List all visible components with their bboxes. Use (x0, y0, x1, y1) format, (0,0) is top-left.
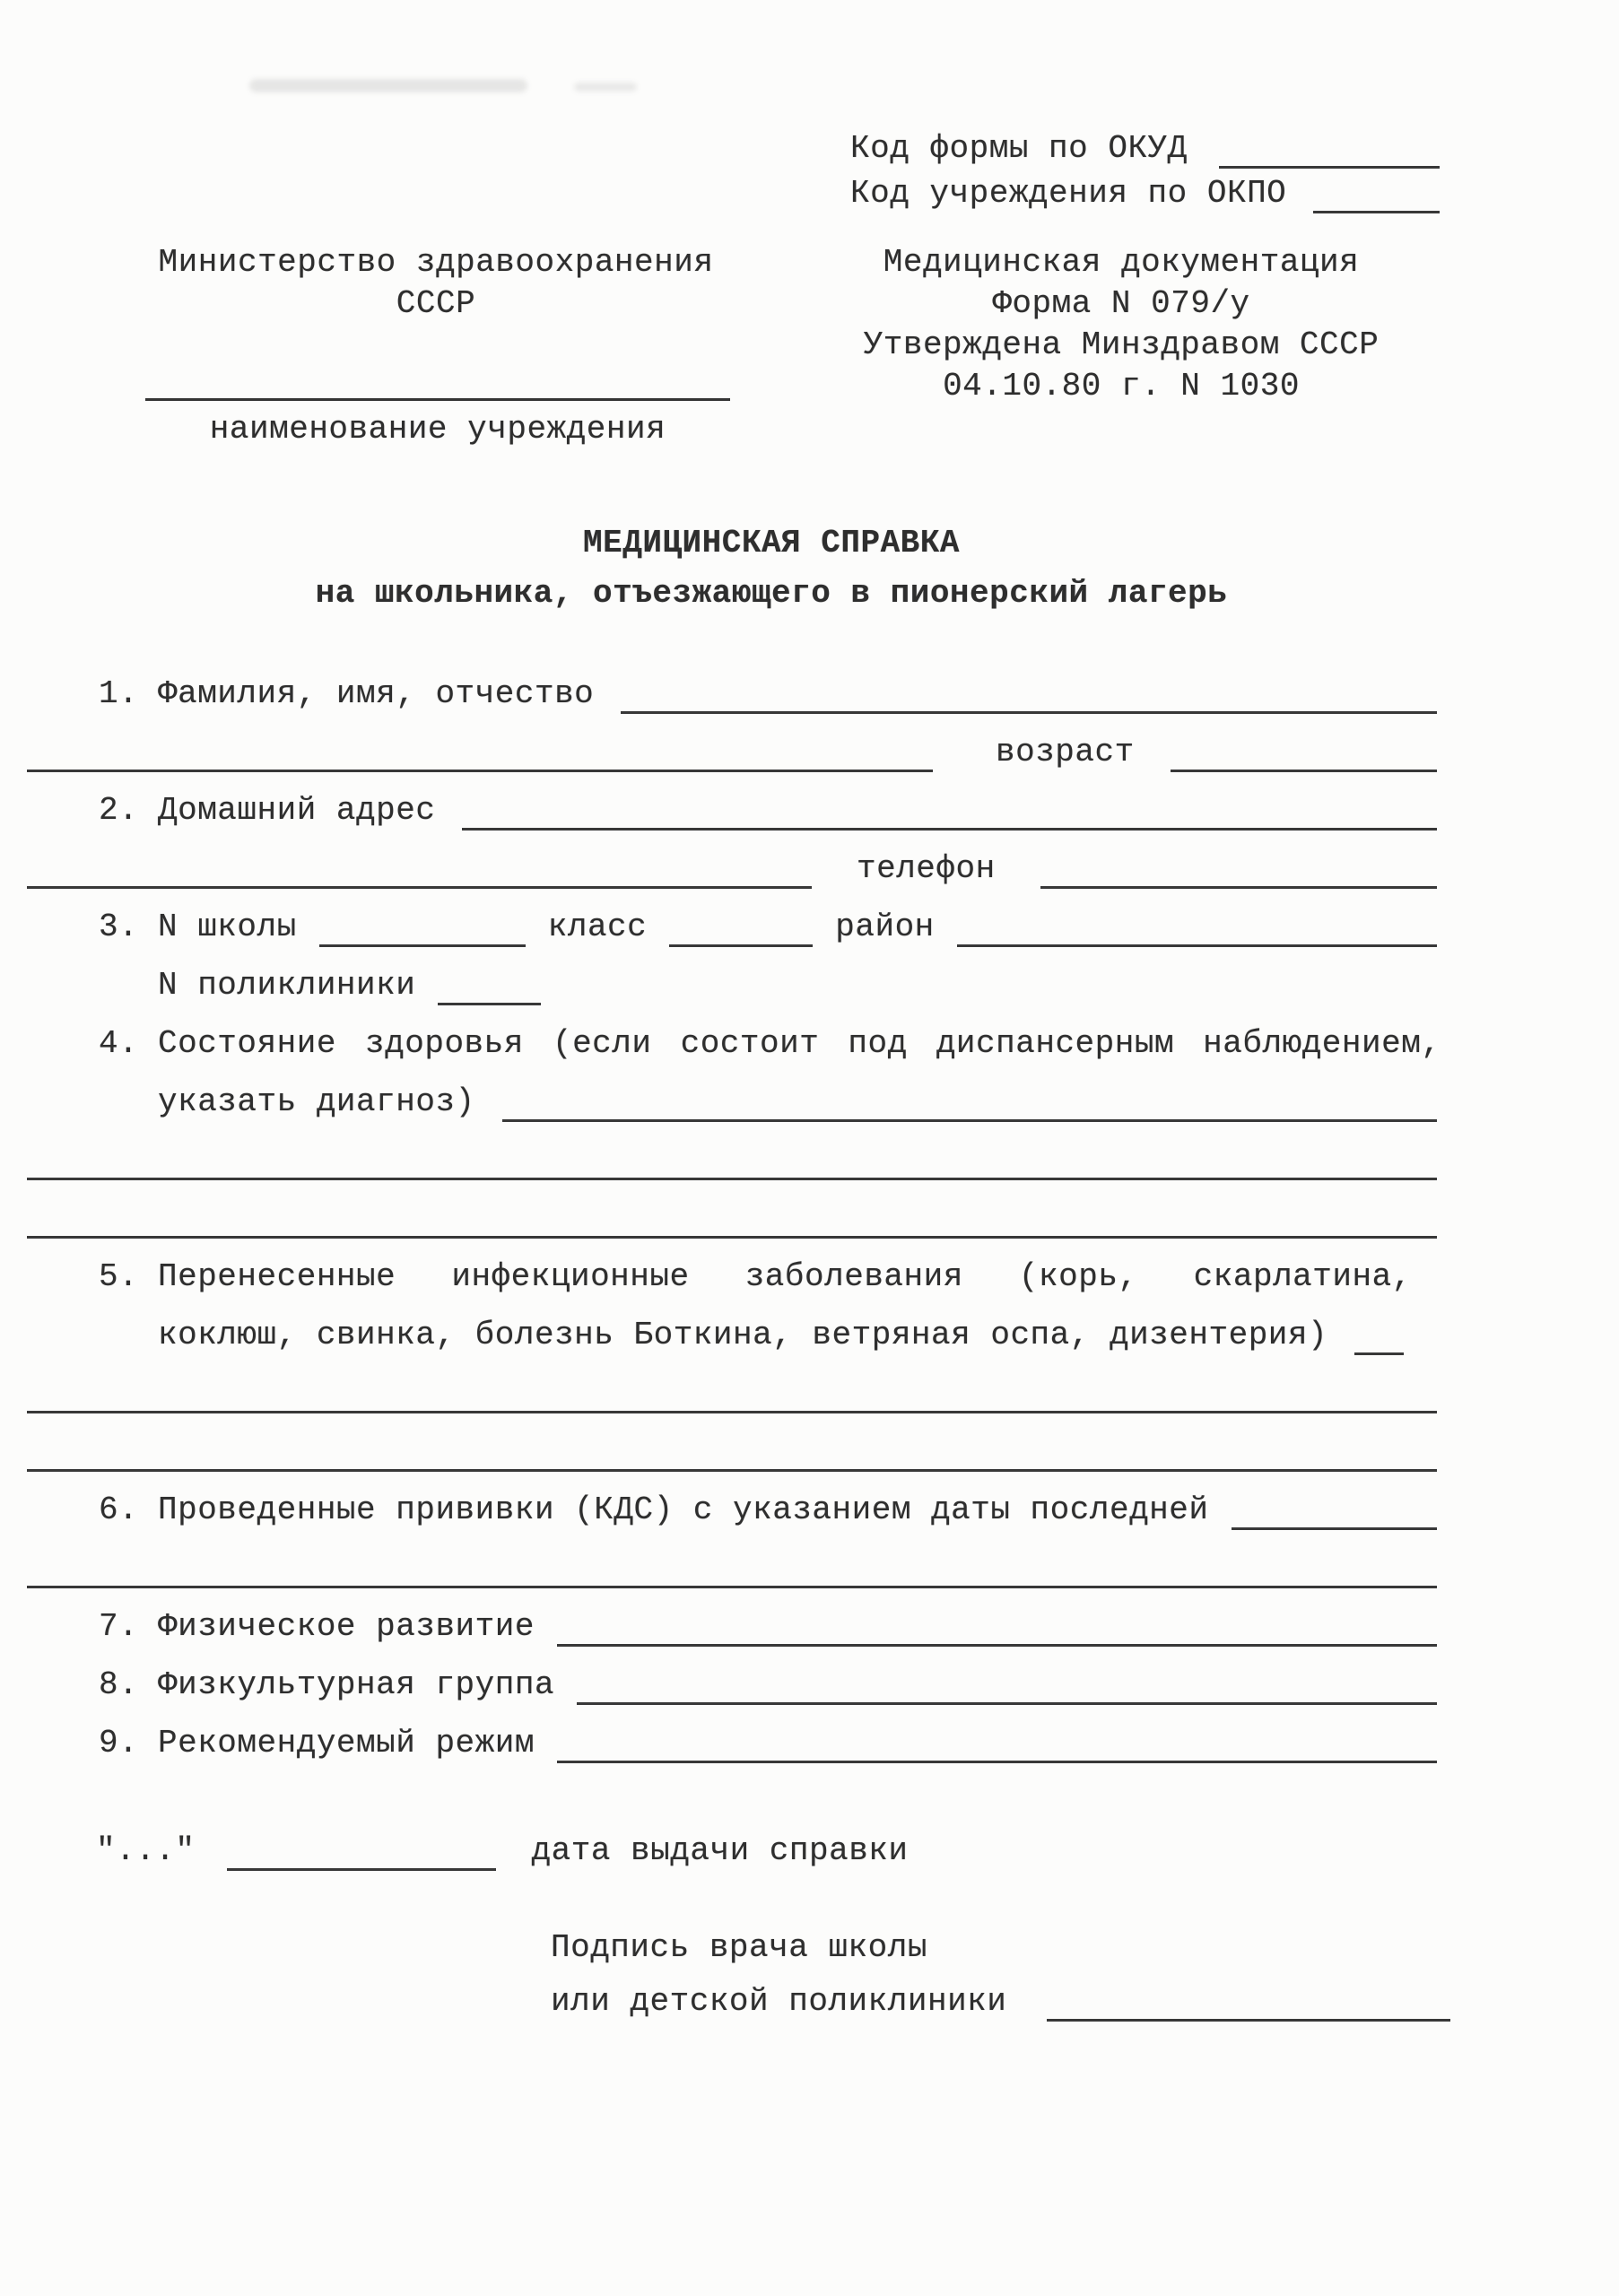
field-9-row (27, 1722, 1437, 1763)
field-6-number: 6. (99, 1492, 139, 1528)
ministry-name: Министерство здравоохранения (158, 244, 714, 281)
field-4-continuation-row (27, 1081, 1437, 1122)
okud-row (850, 124, 1440, 169)
field-3-row (27, 906, 1437, 947)
doc-info-block (807, 242, 1435, 407)
phone-label: телефон (857, 850, 996, 887)
signature-caption-line1: Подпись врача школы (551, 1929, 927, 1966)
field-6-extra-blank (27, 1550, 1437, 1588)
okud-blank-field (1219, 130, 1440, 169)
diagnosis-blank (502, 1083, 1437, 1122)
class-label: класс (547, 909, 648, 945)
field-6-extra-blank-row (27, 1547, 1437, 1588)
school-number-blank (319, 909, 526, 947)
issue-date-blank (227, 1832, 496, 1871)
field-2-blank-2 (27, 850, 812, 889)
field-7-label: Физическое развитие (158, 1608, 535, 1645)
vaccination-blank (1232, 1492, 1438, 1530)
field-2-label: Домашний адрес (158, 792, 436, 829)
district-blank (957, 909, 1437, 947)
signature-block (551, 1926, 1448, 2034)
header-codes (850, 124, 1440, 213)
field-4-extra-blank-row-1 (27, 1139, 1437, 1180)
field-1-number: 1. (99, 675, 139, 712)
signature-caption-row-1 (551, 1926, 1448, 1968)
form-fields (27, 673, 1441, 1780)
okpo-label: Код учреждения по ОКПО (850, 175, 1287, 212)
field-7-row (27, 1605, 1437, 1647)
field-4-row (27, 1022, 1441, 1064)
clinic-number-blank (438, 967, 541, 1005)
ministry-country: СССР (396, 285, 476, 322)
field-5-extra-blank-1 (27, 1375, 1437, 1413)
field-4-extra-blank-row-2 (27, 1197, 1437, 1239)
regimen-blank (557, 1725, 1437, 1763)
field-2-continuation-row (27, 848, 1437, 889)
scan-artifact (249, 79, 527, 92)
field-8-label: Физкультурная группа (158, 1666, 555, 1703)
age-label: возраст (996, 734, 1135, 770)
okpo-row (850, 169, 1440, 213)
field-9-label: Рекомендуемый режим (158, 1725, 535, 1761)
doc-info-line3: Утверждена Минздравом СССР (863, 326, 1380, 363)
field-1-blank (621, 675, 1437, 714)
field-8-row (27, 1664, 1437, 1705)
institution-caption: наименование учреждения (209, 411, 666, 448)
form-title-line1: МЕДИЦИНСКАЯ СПРАВКА (583, 525, 960, 561)
field-1-blank-2 (27, 734, 933, 772)
field-4-label-line1: Состояние здоровья (если состоит под диспансерным наблюдением, (158, 1025, 1441, 1062)
field-5-short-blank (1354, 1317, 1404, 1355)
clinic-number-label: N поликлиники (158, 967, 416, 1004)
ministry-block (145, 242, 727, 325)
doc-info-line2: Форма N 079/у (992, 285, 1250, 322)
signature-blank (1047, 1983, 1450, 2022)
phone-blank (1040, 850, 1437, 889)
field-6-row (27, 1489, 1437, 1530)
field-5-row (27, 1256, 1437, 1297)
field-6-label: Проведенные прививки (КДС) с указанием даты последней (158, 1492, 1209, 1528)
field-2-number: 2. (99, 792, 139, 829)
field-5-extra-blank-row-1 (27, 1372, 1437, 1413)
institution-name-blank (145, 398, 730, 401)
issue-date-label: дата выдачи справки (531, 1832, 909, 1869)
field-4-extra-blank-1 (27, 1142, 1437, 1180)
field-8-number: 8. (99, 1666, 139, 1703)
district-label: район (835, 909, 935, 945)
field-4-label-line2: указать диагноз) (158, 1083, 475, 1120)
form-title (0, 518, 1543, 619)
field-5-continuation-row (27, 1314, 1437, 1355)
field-4-number: 4. (99, 1025, 139, 1062)
field-7-number: 7. (99, 1608, 139, 1645)
okpo-blank-field (1313, 175, 1440, 213)
field-1-row (27, 673, 1437, 714)
okud-label: Код формы по ОКУД (850, 130, 1188, 167)
date-quote: "..." (96, 1832, 196, 1869)
doc-info-line1: Медицинская документация (883, 244, 1360, 281)
form-title-line2: на школьника, отъезжающего в пионерский лагерь (315, 575, 1228, 612)
class-blank (669, 909, 813, 947)
scan-artifact (574, 83, 637, 91)
field-5-extra-blank-row-2 (27, 1431, 1437, 1472)
physical-development-blank (557, 1608, 1437, 1647)
issue-date-row (27, 1830, 1506, 1871)
field-5-label-line1: Перенесенные инфекционные заболевания (корь, скарлатина, (158, 1258, 1412, 1295)
signature-caption-row-2 (551, 1980, 1448, 2022)
field-3-number: 3. (99, 909, 139, 945)
field-9-number: 9. (99, 1725, 139, 1761)
doc-info-line4: 04.10.80 г. N 1030 (943, 368, 1300, 404)
field-2-row (27, 789, 1437, 831)
pe-group-blank (577, 1666, 1437, 1705)
field-5-number: 5. (99, 1258, 139, 1295)
age-blank (1171, 734, 1437, 772)
field-1-continuation-row (27, 731, 1437, 772)
signature-caption-line2: или детской поликлиники (551, 1983, 1007, 2020)
school-number-label: N школы (158, 909, 297, 945)
field-1-label: Фамилия, имя, отчество (158, 675, 595, 712)
field-3-continuation-row (27, 964, 1437, 1005)
field-5-label-line2: коклюш, свинка, болезнь Боткина, ветряная оспа, дизентерия) (158, 1317, 1328, 1353)
field-2-blank (462, 792, 1437, 831)
field-5-extra-blank-2 (27, 1433, 1437, 1472)
field-4-extra-blank-2 (27, 1200, 1437, 1239)
